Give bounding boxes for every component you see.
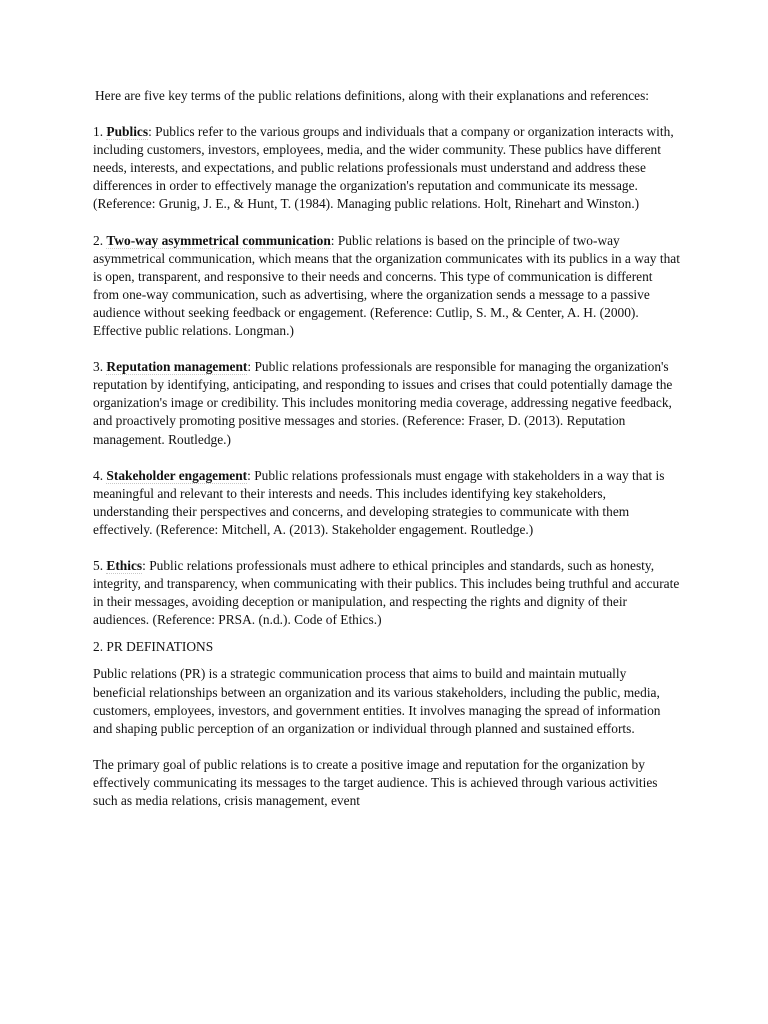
key-term-title: Stakeholder engagement (106, 467, 248, 483)
key-term-number: 3. (93, 359, 104, 375)
document-page (93, 87, 681, 828)
key-term-item-publics (93, 123, 681, 213)
key-term-number: 5. (93, 557, 104, 573)
key-term-explanation: : Public relations is based on the principle of two-way asymmetrical communication, which means that the organization communicates with its publics in a way that is open, transparent, and responsive to their needs and concerns. This type of communication is different from one-way communication, such as advertising, where the organization sends a message to a passive audience without seeking feedback or engagement. (Reference: Cutlip, S. M., & Center, A. H. (2000). Effective public relations. Longman.) (93, 232, 680, 339)
section-heading: 2. PR DEFINATIONS (93, 639, 214, 655)
key-term-explanation: : Public relations professionals must engage with stakeholders in a way that is meaningful and relevant to their interests and needs. This includes identifying key stakeholders, understanding their perspectives and concerns, and developing strategies to communicate with them effectively. (Reference: Mitchell, A. (2013). Stakeholder engagement. Routledge.) (93, 467, 665, 537)
key-term-number: 2. (93, 232, 104, 248)
intro-paragraph: Here are five key terms of the public relations definitions, along with their explanations and references: (95, 88, 650, 103)
key-term-item-two-way-communication (93, 232, 681, 341)
key-term-item-ethics (93, 557, 681, 629)
key-term-title: Publics (106, 124, 149, 140)
key-term-number: 1. (93, 124, 104, 140)
key-term-item-stakeholder-engagement (93, 467, 681, 539)
key-term-title: Ethics (106, 557, 143, 573)
definition-paragraph: Public relations (PR) is a strategic communication process that aims to build and maintain mutually beneficial relationships between an organization and its various stakeholders, including the public, media, customers, employees, investors, and government entities. It involves managing the spread of information and shaping public perception of an organization or individual through planned and sustained efforts. (93, 666, 661, 736)
key-term-explanation: : Public relations professionals are responsible for managing the organization's reputation by identifying, anticipating, and responding to issues and crises that could potentially damage the organization's image or credibility. This includes monitoring media coverage, addressing negative feedback, and proactively promoting positive messages and stories. (Reference: Fraser, D. (2013). Reputation management. Routledge.) (93, 359, 673, 447)
key-term-explanation: : Publics refer to the various groups and individuals that a company or organization interacts with, including customers, investors, employees, media, and the wider community. These publics have different needs, interests, and expectations, and public relations professionals must understand and address these differences in order to effectively manage the organization's reputation and communicate its message. (Reference: Grunig, J. E., & Hunt, T. (1984). Managing public relations. Holt, Rinehart and Winston.) (93, 124, 674, 212)
key-term-item-reputation-management (93, 358, 681, 448)
key-term-explanation: : Public relations professionals must adhere to ethical principles and standards, such as honesty, integrity, and transparency, when communicating with their publics. This includes being truthful and accurate in their messages, avoiding deception or manipulation, and respecting the rights and dignity of their audiences. (Reference: PRSA. (n.d.). Code of Ethics.) (93, 557, 680, 628)
key-term-number: 4. (93, 467, 104, 483)
key-term-title: Reputation management (106, 359, 248, 375)
definition-paragraph: The primary goal of public relations is to create a positive image and reputation for the organization by effectively communicating its messages to the target audience. This is achieved through various activities such as media relations, crisis management, event (93, 756, 658, 808)
key-term-title: Two-way asymmetrical communication (106, 232, 331, 248)
